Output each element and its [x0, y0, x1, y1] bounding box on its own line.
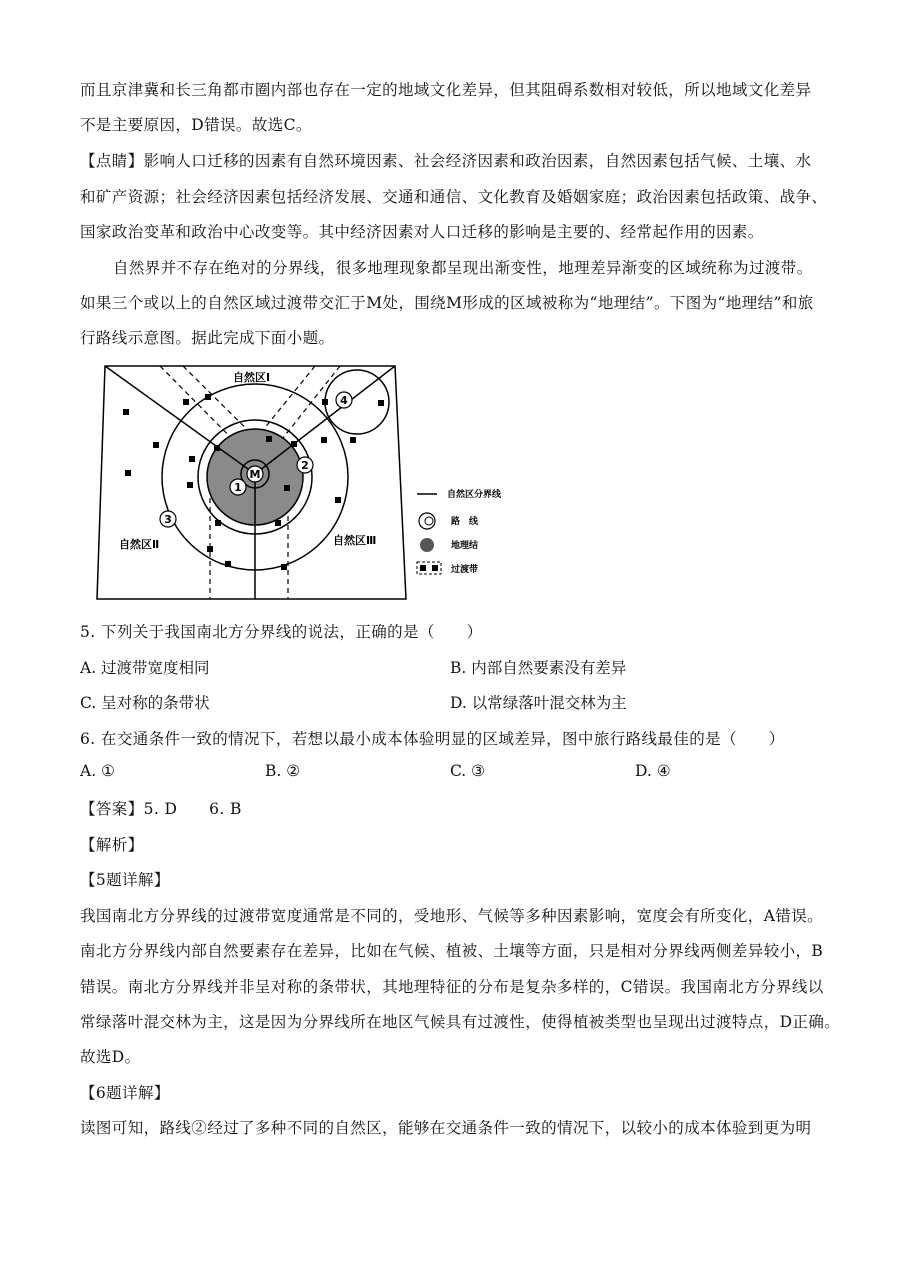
intro-line-5: 国家政治变革和政治中心改变等。其中经济因素对人口迁移的影响是主要的、经常起作用的因素。 — [80, 223, 764, 241]
intro-line-3: 【点睛】影响人口迁移的因素有自然环境因素、社会经济因素和政治因素，自然因素包括气候、土壤、水 — [80, 152, 812, 170]
passage-line-1: 自然界并不存在绝对的分界线，很多地理现象都呈现出渐变性，地理差异渐变的区域统称为过渡带。 — [113, 259, 813, 277]
passage-line-2: 如果三个或以上的自然区域过渡带交汇于M处，围绕M形成的区域被称为“地理结”。下图为“地理结”和旅 — [80, 294, 814, 312]
region-label-3: 自然区Ⅲ — [333, 534, 377, 547]
legend-transition-label: 过渡带 — [451, 565, 479, 575]
analysis-title: 【解析】 — [80, 836, 144, 854]
q6-option-d[interactable]: D. ④ — [635, 762, 671, 780]
region-label-2: 自然区Ⅱ — [119, 538, 160, 551]
q6-option-a[interactable]: A. ① — [80, 762, 115, 780]
legend-knot-swatch — [420, 538, 434, 552]
intro-line-1: 而且京津冀和长三角都市圈内部也存在一定的地域文化差异，但其阻碍系数相对较低，所以地域文化差异 — [80, 81, 812, 99]
q5-detail-line-2: 南北方分界线内部自然要素存在差异，比如在气候、植被、土壤等方面，只是相对分界线两侧差异较小，B — [80, 942, 824, 960]
q5-detail-line-5: 故选D。 — [80, 1048, 141, 1066]
q5-option-b[interactable]: B. 内部自然要素没有差异 — [450, 659, 627, 677]
legend-route-label: 路 线 — [451, 517, 479, 527]
q6-detail-title: 【6题详解】 — [80, 1084, 170, 1102]
legend-knot-label: 地理结 — [451, 541, 479, 551]
q5-detail-line-1: 我国南北方分界线的过渡带宽度通常是不同的，受地形、气候等多种因素影响，宽度会有所变化，A错误。 — [80, 907, 823, 925]
q6-stem: 6. 在交通条件一致的情况下，若想以最小成本体验明显的区域差异，图中旅行路线最佳的是（ ） — [80, 730, 785, 748]
q6-option-b[interactable]: B. ② — [265, 762, 301, 780]
intro-line-4: 和矿产资源；社会经济因素包括经济发展、交通和通信、文化教育及婚姻家庭；政治因素包括政策、战争、 — [80, 188, 828, 206]
intro-line-2: 不是主要原因，D错误。故选C。 — [80, 116, 312, 134]
route-label-4: 4 — [340, 394, 348, 407]
q5-detail-title: 【5题详解】 — [80, 871, 170, 889]
region-label-1: 自然区Ⅰ — [233, 371, 271, 384]
route-label-2: 2 — [301, 459, 309, 472]
legend-boundary-label: 自然区分界线 — [447, 490, 502, 500]
geographic-knot-diagram — [95, 362, 515, 602]
center-label-m: M — [249, 468, 261, 481]
q5-option-a[interactable]: A. 过渡带宽度相同 — [80, 659, 210, 677]
q5-option-d[interactable]: D. 以常绿落叶混交林为主 — [450, 694, 627, 712]
q5-stem: 5. 下列关于我国南北方分界线的说法，正确的是（ ） — [80, 623, 483, 641]
q5-option-c[interactable]: C. 呈对称的条带状 — [80, 694, 210, 712]
q6-detail-line-1: 读图可知，路线②经过了多种不同的自然区，能够在交通条件一致的情况下，以较小的成本体验到更为明 — [80, 1119, 812, 1137]
q5-detail-line-4: 常绿落叶混交林为主，这是因为分界线所在地区气候具有过渡性，使得植被类型也呈现出过渡特点，D正确。 — [80, 1013, 841, 1031]
passage-line-3: 行路线示意图。据此完成下面小题。 — [80, 329, 335, 347]
route-label-1: 1 — [234, 481, 242, 494]
route-label-3: 3 — [164, 513, 172, 526]
q5-detail-line-3: 错误。南北方分界线并非呈对称的条带状，其地理特征的分布是复杂多样的，C错误。我国南北方分界线以 — [80, 978, 824, 996]
q6-option-c[interactable]: C. ③ — [450, 762, 486, 780]
answer-line: 【答案】5. D 6. B — [80, 800, 242, 818]
